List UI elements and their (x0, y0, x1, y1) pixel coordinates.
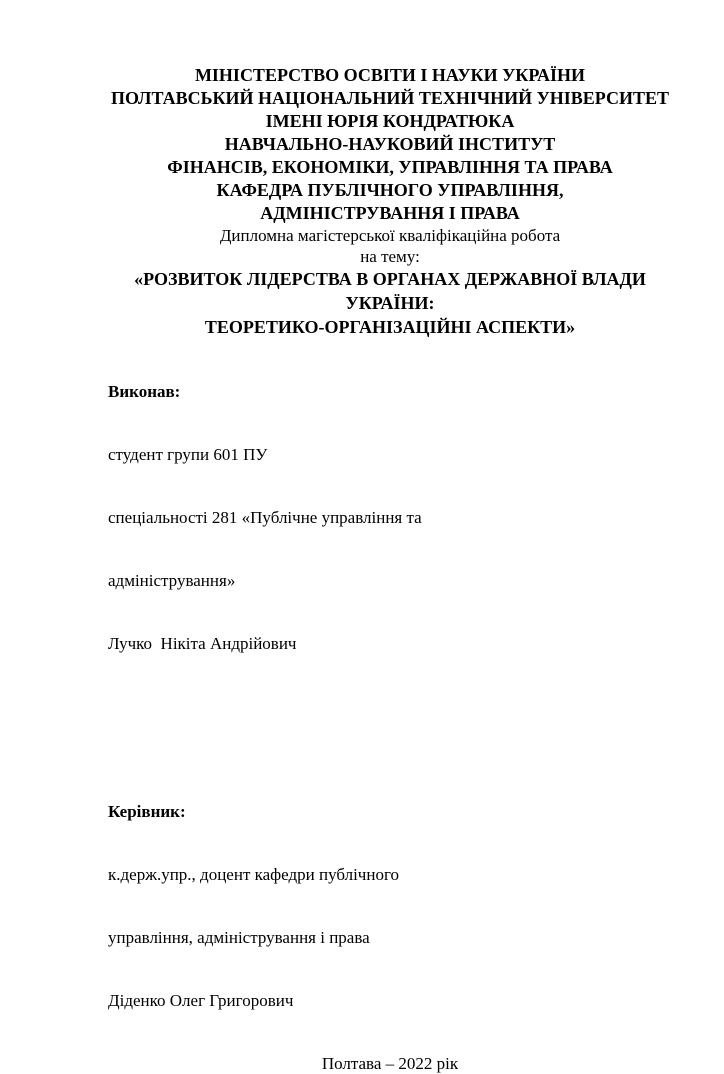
institute-line-1: НАВЧАЛЬНО-НАУКОВИЙ ІНСТИТУТ (224, 134, 556, 154)
executor-name: Лучко Нікіта Андрійович (108, 634, 297, 653)
theme-label: на тему: (360, 247, 420, 266)
department-line-2: АДМІНІСТРУВАННЯ І ПРАВА (260, 203, 520, 223)
supervisor-label: Керівник: (108, 802, 186, 821)
supervisor-name: Діденко Олег Григорович (108, 991, 294, 1010)
university-name-line: ПОЛТАВСЬКИЙ НАЦІОНАЛЬНИЙ ТЕХНІЧНИЙ УНІВЕРСИТЕТ (110, 88, 670, 108)
work-type-label: Дипломна магістерської кваліфікаційна робота (219, 226, 561, 245)
executor-label: Виконав: (108, 382, 181, 401)
institute-line-2: ФІНАНСІВ, ЕКОНОМІКИ, УПРАВЛІННЯ ТА ПРАВА (167, 157, 613, 177)
university-heading (108, 87, 672, 133)
ministry-heading: МІНІСТЕРСТВО ОСВІТИ І НАУКИ УКРАЇНИ (194, 65, 586, 85)
supervisor-degree-line-2: управління, адміністрування і права (108, 928, 370, 947)
executor-specialty-line-2: адміністрування» (108, 571, 236, 590)
credits-spacer (108, 717, 672, 738)
city-year-line: Полтава – 2022 рік (321, 1054, 459, 1073)
thesis-title-line-1: «РОЗВИТОК ЛІДЕРСТВА В ОРГАНАХ ДЕРЖАВНОЇ ВЛАДИ УКРАЇНИ: (134, 269, 646, 313)
supervisor-degree-line-1: к.держ.упр., доцент кафедри публічного (108, 865, 400, 884)
thesis-title (108, 267, 672, 339)
institute-heading (108, 133, 672, 179)
credits-block (108, 339, 672, 1053)
executor-specialty-line-1: спеціальності 281 «Публічне управління та (108, 508, 422, 527)
thesis-title-line-2: ТЕОРЕТИКО-ОРГАНІЗАЦІЙНІ АСПЕКТИ» (204, 317, 576, 337)
university-named-after-line: ІМЕНІ ЮРІЯ КОНДРАТЮКА (265, 111, 515, 131)
executor-group-line: студент групи 601 ПУ (108, 445, 268, 464)
department-heading (108, 179, 672, 225)
department-line-1: КАФЕДРА ПУБЛІЧНОГО УПРАВЛІННЯ, (216, 180, 564, 200)
